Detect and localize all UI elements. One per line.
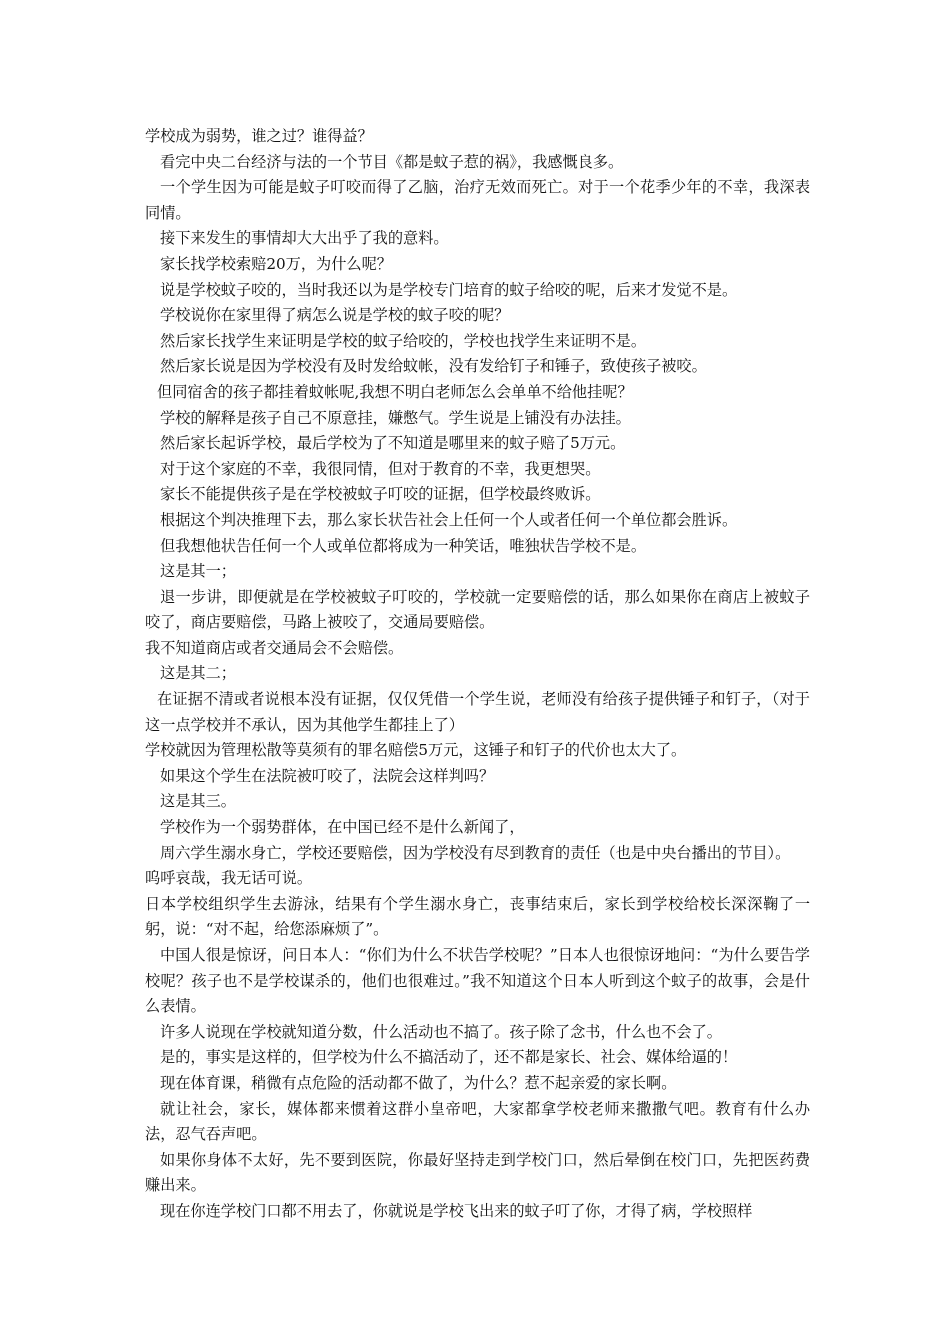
paragraph: 然后家长说是因为学校没有及时发给蚊帐，没有发给钉子和锤子，致使孩子被咬。 <box>160 357 707 376</box>
paragraph: 学校作为一个弱势群体，在中国已经不是什么新闻了， <box>160 818 525 837</box>
paragraph: 学校就因为管理松散等莫须有的罪名赔偿5万元，这锤子和钉子的代价也太大了。 <box>145 741 687 760</box>
paragraph: 然后家长找学生来证明是学校的蚊子给咬的，学校也找学生来证明不是。 <box>160 331 646 350</box>
paragraph: 在证据不清或者说根本没有证据，仅仅凭借一个学生说，老师没有给孩子提供锤子和钉子，（对于这一点学校并不承认，因为其他学生都挂上了） <box>145 690 810 734</box>
paragraph: 如果你身体不太好，先不要到医院，你最好坚持走到学校门口，然后晕倒在校门口，先把医药费赚出来。 <box>145 1150 810 1195</box>
paragraph: 周六学生溺水身亡，学校还要赔偿，因为学校没有尽到教育的责任（也是中央台播出的节目）。 <box>160 843 791 862</box>
paragraph: 家长找学校索赔20万，为什么呢？ <box>160 254 392 273</box>
paragraph: 但同宿舍的孩子都挂着蚊帐呢,我想不明白老师怎么会单单不给他挂呢？ <box>157 382 633 401</box>
paragraph: 但我想他状告任何一个人或单位都将成为一种笑话，唯独状告学校不是。 <box>160 536 646 555</box>
paragraph: 这是其一； <box>160 562 236 581</box>
paragraph: 接下来发生的事情却大大出乎了我的意料。 <box>160 229 449 248</box>
paragraph: 如果这个学生在法院被叮咬了，法院会这样判吗？ <box>160 766 495 785</box>
paragraph: 这是其三。 <box>160 792 236 811</box>
paragraph: 就让社会，家长，媒体都来惯着这群小皇帝吧，大家都拿学校老师来撒撒气吧。教育有什么办法，忍气吞声吧。 <box>145 1099 810 1144</box>
paragraph: 学校的解释是孩子自己不原意挂，嫌憋气。学生说是上铺没有办法挂。 <box>160 408 631 427</box>
paragraph: 现在你连学校门口都不用去了，你就说是学校飞出来的蚊子叮了你，才得了病，学校照样 <box>160 1201 753 1220</box>
paragraph: 学校说你在家里得了病怎么说是学校的蚊子咬的呢？ <box>160 306 510 325</box>
paragraph: 日本学校组织学生去游泳，结果有个学生溺水身亡，丧事结束后，家长到学校给校长深深鞠了一躬，说：“对不起，给您添麻烦了”。 <box>145 894 810 939</box>
paragraph: 根据这个判决推理下去，那么家长状告社会上任何一个人或者任何一个单位都会胜诉。 <box>160 510 738 529</box>
paragraph: 呜呼哀哉，我无话可说。 <box>145 869 313 888</box>
paragraph: 说是学校蚊子咬的，当时我还以为是学校专门培育的蚊子给咬的呢，后来才发觉不是。 <box>160 280 738 299</box>
paragraph: 看完中央二台经济与法的一个节目《都是蚊子惹的祸》，我感慨良多。 <box>160 152 624 171</box>
paragraph: 是的，事实是这样的，但学校为什么不搞活动了，还不都是家长、社会、媒体给逼的！ <box>160 1048 738 1067</box>
paragraph: 一个学生因为可能是蚊子叮咬而得了乙脑，治疗无效而死亡。对于一个花季少年的不幸，我深表同情。 <box>145 178 810 222</box>
paragraph: 许多人说现在学校就知道分数，什么活动也不搞了。孩子除了念书，什么也不会了。 <box>160 1022 722 1041</box>
paragraph: 对于这个家庭的不幸，我很同情，但对于教育的不幸，我更想哭。 <box>160 459 601 478</box>
paragraph: 现在体育课，稍微有点危险的活动都不做了，为什么？惹不起亲爱的家长啊。 <box>160 1073 677 1092</box>
document-title: 学校成为弱势，谁之过？谁得益？ <box>145 127 373 145</box>
paragraph: 家长不能提供孩子是在学校被蚊子叮咬的证据，但学校最终败诉。 <box>160 485 601 504</box>
paragraph: 退一步讲，即便就是在学校被蚊子叮咬的，学校就一定要赔偿的话，那么如果你在商店上被蚊子咬了，商店要赔偿，马路上被咬了，交通局要赔偿。 <box>145 587 810 632</box>
paragraph: 我不知道商店或者交通局会不会赔偿。 <box>145 638 404 657</box>
paragraph: 中国人很是惊讶，问日本人：“你们为什么不状告学校呢？”日本人也很惊讶地问：“为什么要告学校呢？孩子也不是学校谋杀的，他们也很难过。”我不知道这个日本人听到这个蚊子的故事，会是什么表情。 <box>145 946 810 1016</box>
paragraph: 这是其二； <box>160 664 236 683</box>
paragraph: 然后家长起诉学校，最后学校为了不知道是哪里来的蚊子赔了5万元。 <box>160 434 626 453</box>
document-body <box>145 124 810 1225</box>
